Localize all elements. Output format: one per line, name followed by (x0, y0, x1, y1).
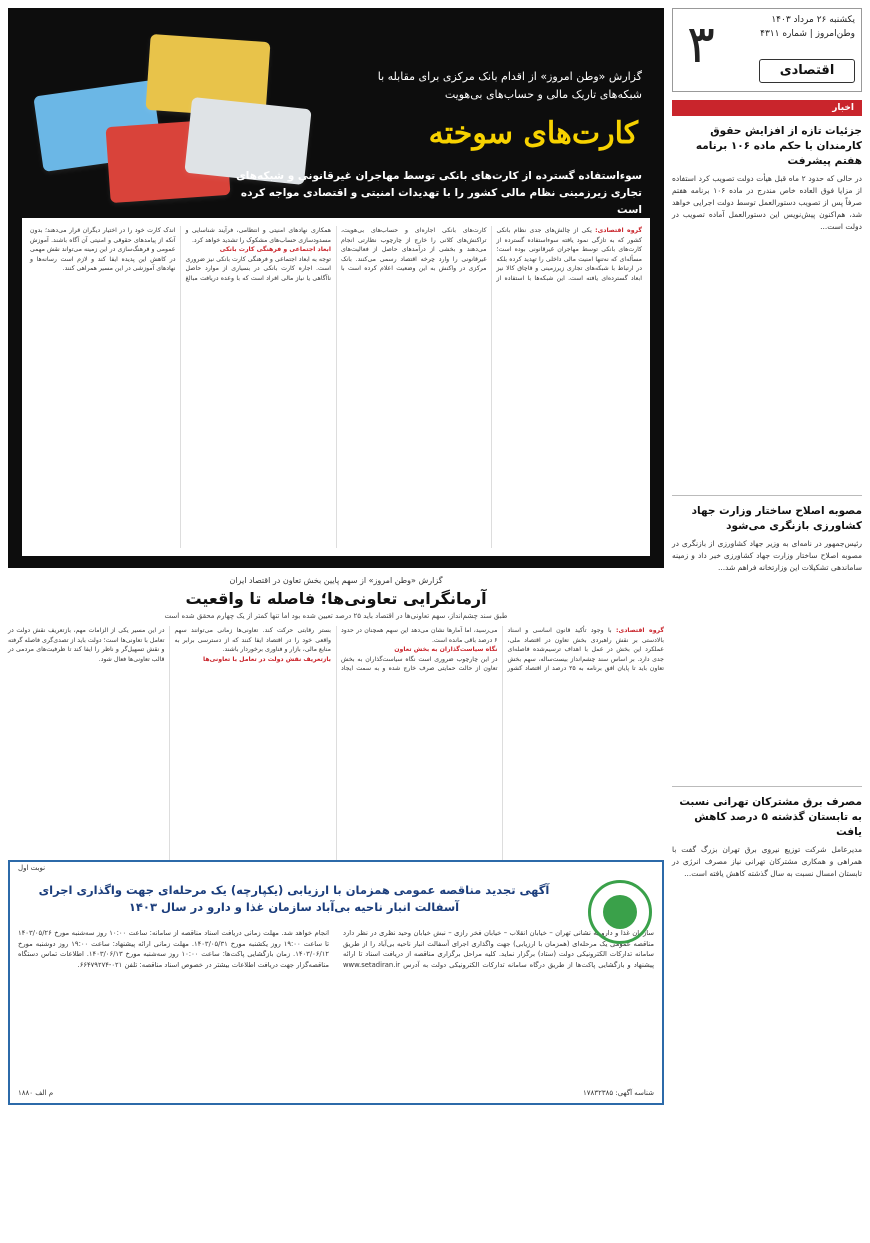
article-body (8, 626, 664, 862)
ad-code: م الف ۱۸۸۰ (18, 1089, 54, 1097)
tender-advertisement (8, 860, 664, 1105)
issue-date: یکشنبه ۲۶ مرداد ۱۴۰۳ (771, 15, 855, 25)
article-title: آرمانگرایی تعاونی‌ها؛ فاصله تا واقعیت (185, 589, 487, 608)
divider (672, 786, 862, 787)
side-story3-title: مصرف برق مشترکان تهرانی نسبت به تابستان گذشته ۵ درصد کاهش یافت (679, 796, 862, 838)
body-paragraph: با وجود تأکید قانون اساسی و اسناد بالادستی بر نقش راهبردی بخش تعاون در اقتصاد ملی، عملکرد این بخش در عمل با اهداف ترسیم‌شده فاصله‌ای جدی دارد. بر اساس سند چشم‌انداز بیست‌ساله، سهم بخش تعاون باید تا پایان افق برنامه به ۲۵ درصد از اقتصاد کشور می‌رسید، اما آمارها نشان می‌دهد این سهم همچنان در حدود ۶ درصد باقی مانده است. (341, 627, 664, 673)
side-story1-body-cont (672, 237, 862, 487)
article-lead: طبق سند چشم‌انداز، سهم تعاونی‌ها در اقتصاد باید ۲۵ درصد تعیین شده بود اما تنها کمتر از یک چهارم محقق شده است (164, 612, 508, 620)
ad-title: آگهی تجدید مناقصه عمومی همزمان با ارزیابی (یکپارچه) یک مرحله‌ای جهت واگذاری اجرای آسفالت انبار ناحیه بی‌آباد سازمان غذا و دارو در سال ۱۴۰۳ (38, 883, 550, 914)
page-number: ٣ (687, 15, 715, 75)
report-label: گزارش «وطن امروز» از اقدام بانک مرکزی برای مقابله با شبکه‌های تاریک مالی و حساب‌های بی‌هویت (377, 70, 642, 101)
article-body (22, 218, 650, 556)
issue-number: وطن‌امروز | شماره ۴۳۱۱ (760, 29, 855, 39)
side-story2-body-cont (672, 578, 862, 778)
news-label: اخبار (672, 100, 862, 116)
side-story3-body: مدیرعامل شرکت توزیع نیروی برق تهران بزرگ گفت با همراهی و همکاری مشترکان تهرانی نیاز مصرف انرژی در تابستان امسال نسبت به سال گذشته کاهش یافته است... (672, 845, 862, 878)
side-story2-title: مصوبه اصلاح ساختار وزارت جهاد کشاورزی بازنگری می‌شود (691, 505, 862, 532)
fda-logo-icon (588, 880, 652, 944)
side-story2-body: رئیس‌جمهور در نامه‌ای به وزیر جهاد کشاورزی از بازنگری در مصوبه اصلاح ساختار وزارت جهاد کشاورزی خبر داد و زمینه ساماندهی تشکیلات این وزارتخانه فراهم شد... (672, 539, 862, 572)
subheading: بازتعریف نقش دولت در تعامل با تعاونی‌ها (203, 655, 331, 663)
side-column (672, 8, 862, 1235)
body-paragraph: یکی از چالش‌های جدی نظام بانکی کشور که به تازگی نمود یافته سوءاستفاده گسترده از کارت‌های بانکی توسط مهاجران غیرقانونی بوده است؛ مسأله‌ای که نه‌تنها امنیت مالی داخلی را تهدید کرده بلکه در ارتباط با شبکه‌های تجاری زیرزمینی و قاچاق کالا نیز ابعاد گسترده‌ای یافته است. این شبکه‌ها با استفاده از کارت‌های بانکی اجاره‌ای و حساب‌های بی‌هویت، تراکنش‌های کلانی را خارج از چارچوب نظارتی انجام می‌دهند و بخشی از درآمدهای حاصل از فعالیت‌های غیرقانونی را وارد چرخه اقتصاد رسمی می‌کنند. بانک مرکزی در واکنش به این وضعیت اعلام کرده است با همکاری نهادهای امنیتی و انتظامی، فرآیند شناسایی و مسدودسازی حساب‌های مشکوک را تشدید خواهد کرد. (185, 227, 642, 282)
headline: کارت‌های سوخته (428, 116, 638, 151)
ad-tag: نوبت اول (18, 864, 46, 872)
divider (672, 495, 862, 496)
ad-body: سازمان غذا و دارو به نشانی تهران – خیابان انقلاب – خیابان فخر رازی – نبش خیابان وحید نظری در نظر دارد مناقصه عمومی یک مرحله‌ای (همزمان با ارزیابی) جهت واگذاری اجرای آسفالت انبار ناحیه بی‌آباد را از طریق سامانه تدارکات الکترونیکی دولت (ستاد) برگزار نماید. کلیه مراحل برگزاری مناقصه از دریافت اسناد تا ارائه پیشنهاد و بازگشایی پاکت‌ها از طریق درگاه سامانه تدارکات الکترونیکی دولت به آدرس www.setadiran.ir انجام خواهد شد. مهلت زمانی دریافت اسناد مناقصه از سامانه: ساعت ۱۰:۰۰ روز سه‌شنبه مورخ ۱۴۰۳/۰۵/۲۶ تا ساعت ۱۹:۰۰ روز یکشنبه مورخ ۱۴۰۳/۰۵/۳۱. مهلت زمانی ارائه پیشنهاد: ساعت ۱۹:۰۰ روز دوشنبه مورخ ۱۴۰۳/۰۶/۱۲. زمان بازگشایی پاکت‌ها: ساعت ۱۰:۰۰ روز سه‌شنبه مورخ ۱۴۰۳/۰۶/۱۳. اطلاعات تماس دستگاه مناقصه‌گزار جهت دریافت اطلاعات بیشتر در خصوص اسناد مناقصه: تلفن ۰۲۱-۶۶۴۷۹۲۷۴. (18, 929, 654, 969)
feature-banner (8, 8, 664, 568)
section-title: اقتصادی (759, 59, 855, 83)
main-area (8, 8, 664, 1235)
article-kicker: گزارش «وطن امروز» از سهم پایین بخش تعاون در اقتصاد ایران (229, 576, 443, 585)
body-paragraph: در این مسیر یکی از الزامات مهم، بازتعریف نقش دولت در تعامل با تعاونی‌ها است؛ دولت باید از تصدی‌گری فاصله گرفته و نقش تسهیل‌گر و ناظر را ایفا کند تا ظرفیت‌های مردمی در قالب تعاونی‌ها فعال شود. (8, 627, 165, 663)
subheading: نگاه سیاست‌گذاران به بخش تعاون (394, 646, 498, 654)
subheading: ابعاد اجتماعی و فرهنگی کارت بانکی (219, 246, 331, 254)
side-story1-body: در حالی که حدود ۲ ماه قبل هیأت دولت تصویب کرد استفاده از مزایا فوق العاده خاص مندرج در ماده ۱۰۶ برنامه هفتم صرفاً پس از تصویب دستورالعمل توسط دولت اجرایی خواهد شد، هم‌اکنون پیش‌نویس این دستورالعمل آماده تصویب در دولت است... (672, 174, 862, 231)
side-story1-title: جزئیات تازه از افزایش حقوق کارمندان با حکم ماده ۱۰۶ برنامه هفتم پیشرفت (695, 125, 862, 167)
masthead (672, 8, 862, 92)
cooperatives-article (8, 576, 664, 854)
body-lead: گروه اقتصادی: (595, 227, 642, 234)
ad-id: شناسه آگهی: ۱۷۸۳۲۳۸۵ (583, 1089, 654, 1097)
subheadline: سوءاستفاده گسترده از کارت‌های بانکی توسط مهاجران غیرقانونی و شبکه‌های تجاری زیرزمینی نظام مالی کشور را با تهدیدات امنیتی و اقتصادی مواجه کرده است (236, 170, 642, 216)
body-paragraph: در این چارچوب ضروری است نگاه سیاست‌گذاران به بخش تعاون از حالت حمایتی صرف خارج شده و به سمت ایجاد بستر رقابتی حرکت کند. تعاونی‌ها زمانی می‌توانند سهم واقعی خود را در اقتصاد ایفا کنند که از دسترسی برابر به منابع مالی، بازار و فناوری برخوردار باشند. (174, 627, 498, 673)
body-lead: گروه اقتصادی: (616, 627, 664, 634)
ad-footer (18, 1089, 654, 1097)
body-paragraph: توجه به ابعاد اجتماعی و فرهنگی کارت بانکی نیز ضروری است. اجاره کارت بانکی در بسیاری از موارد حاصل ناآگاهی یا نیاز مالی افراد است که با وعده دریافت مبالغ اندک کارت خود را در اختیار دیگران قرار می‌دهند؛ بدون آنکه از پیامدهای حقوقی و امنیتی آن آگاه باشند. آموزش عمومی و فرهنگ‌سازی در این زمینه می‌تواند نقش مهمی در کاهش این پدیده ایفا کند و لازم است رسانه‌ها و نهادهای آموزشی در این مسیر همراهی کنند. (30, 227, 331, 282)
